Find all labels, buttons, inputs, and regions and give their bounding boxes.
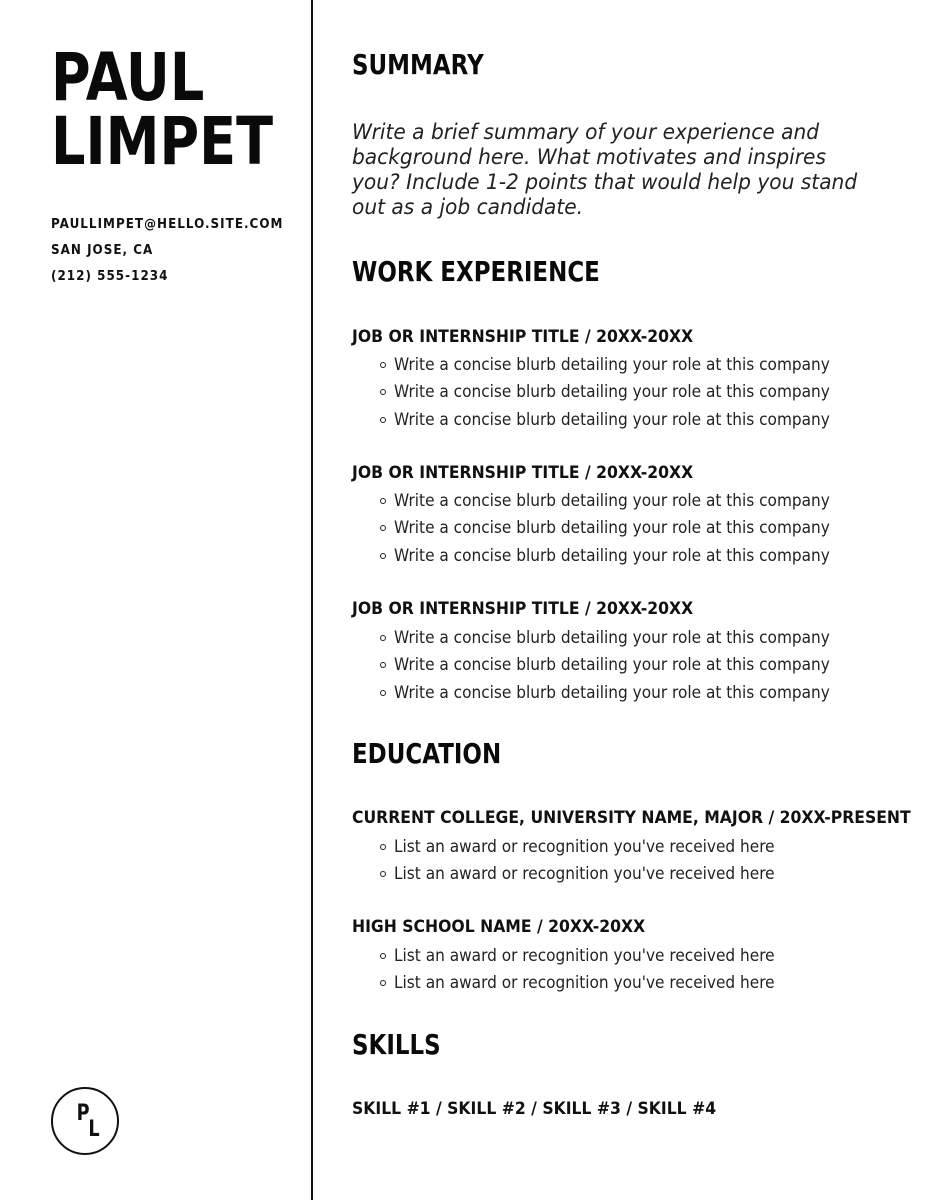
list-item: Write a concise blurb detailing your role at this company [352, 542, 863, 569]
school-title: CURRENT COLLEGE, UNIVERSITY NAME, MAJOR / 20XX-PRESENT [352, 808, 911, 828]
job-title: JOB OR INTERNSHIP TITLE / 20XX-20XX [352, 327, 694, 347]
job-title: JOB OR INTERNSHIP TITLE / 20XX-20XX [352, 463, 694, 483]
column-divider [311, 0, 313, 1200]
work-experience-heading: WORK EXPERIENCE [352, 255, 600, 288]
job-title: JOB OR INTERNSHIP TITLE / 20XX-20XX [352, 599, 694, 619]
school-bullets [352, 942, 803, 997]
list-item: Write a concise blurb detailing your role at this company [352, 651, 863, 678]
contact-phone: (212) 555-1234 [51, 269, 169, 284]
summary-heading: SUMMARY [352, 48, 484, 81]
job-bullets [352, 624, 863, 706]
list-item: Write a concise blurb detailing your role at this company [352, 351, 863, 378]
list-item: Write a concise blurb detailing your role at this company [352, 378, 863, 405]
job-bullets [352, 487, 863, 569]
list-item: List an award or recognition you've received here [352, 833, 803, 860]
skills-list: SKILL #1 / SKILL #2 / SKILL #3 / SKILL #4 [352, 1099, 717, 1119]
monogram-letter-first: P [76, 1101, 90, 1126]
list-item: Write a concise blurb detailing your role at this company [352, 514, 863, 541]
contact-email: PAULLIMPET@HELLO.SITE.COM [51, 217, 284, 232]
list-item: Write a concise blurb detailing your role at this company [352, 406, 863, 433]
list-item: Write a concise blurb detailing your role at this company [352, 487, 863, 514]
list-item: List an award or recognition you've received here [352, 860, 803, 887]
education-heading: EDUCATION [352, 737, 502, 770]
first-name: PAUL [51, 39, 205, 116]
contact-location: SAN JOSE, CA [51, 243, 154, 258]
job-bullets [352, 351, 863, 433]
list-item: Write a concise blurb detailing your role at this company [352, 679, 863, 706]
monogram-letter-second: L [88, 1117, 100, 1142]
skills-heading: SKILLS [352, 1028, 441, 1061]
list-item: List an award or recognition you've received here [352, 942, 803, 969]
contact-info [51, 212, 304, 290]
summary-text: Write a brief summary of your experience and background here. What motivates and inspires you? Include 1-2 points that would help you stand out as a job candidate. [352, 120, 858, 219]
school-bullets [352, 833, 803, 888]
last-name: LIMPET [51, 103, 274, 180]
candidate-name [51, 39, 274, 180]
school-title: HIGH SCHOOL NAME / 20XX-20XX [352, 917, 646, 937]
monogram-logo [51, 1087, 119, 1155]
list-item: List an award or recognition you've received here [352, 969, 803, 996]
list-item: Write a concise blurb detailing your role at this company [352, 624, 863, 651]
